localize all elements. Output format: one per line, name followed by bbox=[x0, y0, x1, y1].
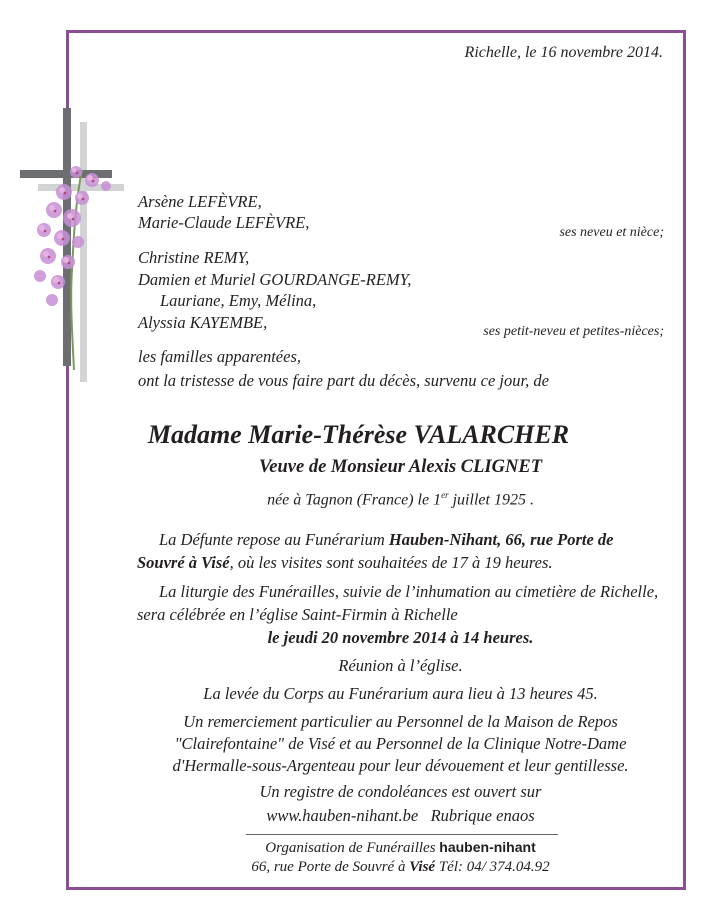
thanks-paragraph: Un remerciement particulier au Personnel de la Maison de Repos "Clairefontaine" de Visé et au Personnel de la Clinique Notre-Dame d'Hermalle-sous-Argenteau pour leur dévouement et leur gentillesse. bbox=[172, 712, 629, 775]
family-member: Arsène LEFÈVRE, bbox=[138, 192, 262, 211]
liturgy-date: le jeudi 20 novembre 2014 à 14 heures. bbox=[267, 628, 534, 647]
rest-paragraph: La Défunte repose au Funérarium Hauben-Nihant, 66, rue Porte de Souvré à Visé, où les visites sont souhaitées de 17 à 19 heures. bbox=[137, 530, 614, 572]
birth-line: née à Tagnon (France) le 1er juillet 1925 . bbox=[267, 490, 534, 509]
family-member: Alyssia KAYEMBE, bbox=[138, 313, 268, 332]
place-date: Richelle, le 16 novembre 2014. bbox=[464, 44, 663, 61]
family-closing: les familles apparentées, bbox=[138, 347, 301, 366]
family-member: Marie-Claude LEFÈVRE, bbox=[138, 213, 310, 232]
relation-label: ses neveu et nièce; bbox=[559, 225, 664, 240]
family-member: Christine REMY, bbox=[138, 248, 250, 267]
family-closing: ont la tristesse de vous faire part du décès, survenu ce jour, de bbox=[138, 371, 549, 390]
liturgy-paragraph: La liturgie des Funérailles, suivie de l’inhumation au cimetière de Richelle, sera célébrée en l’église Saint-Firmin à Richelle bbox=[137, 582, 659, 624]
levee-line: La levée du Corps au Funérarium aura lieu à 13 heures 45. bbox=[203, 684, 598, 703]
cross-orchid-icon bbox=[14, 100, 124, 390]
relation-label: ses petit-neveu et petites-nièces; bbox=[483, 324, 664, 339]
brand-logo: hauben-nihant bbox=[439, 839, 536, 855]
footer-org: Organisation de Funérailles hauben-nihant bbox=[265, 839, 536, 856]
deceased-name: Madame Marie-Thérèse VALARCHER bbox=[147, 420, 570, 449]
family-member: Damien et Muriel GOURDANGE-REMY, bbox=[138, 270, 412, 289]
family-member: Lauriane, Emy, Mélina, bbox=[160, 291, 317, 310]
register-link[interactable]: www.hauben-nihant.be Rubrique enaos bbox=[266, 806, 535, 825]
spouse-line: Veuve de Monsieur Alexis CLIGNET bbox=[259, 457, 542, 477]
footer-divider bbox=[246, 834, 558, 835]
footer-address: 66, rue Porte de Souvré à Visé Tél: 04/ 374.04.92 bbox=[251, 859, 550, 875]
reunion-line: Réunion à l’église. bbox=[338, 656, 463, 675]
register-line: Un registre de condoléances est ouvert sur bbox=[259, 782, 542, 801]
